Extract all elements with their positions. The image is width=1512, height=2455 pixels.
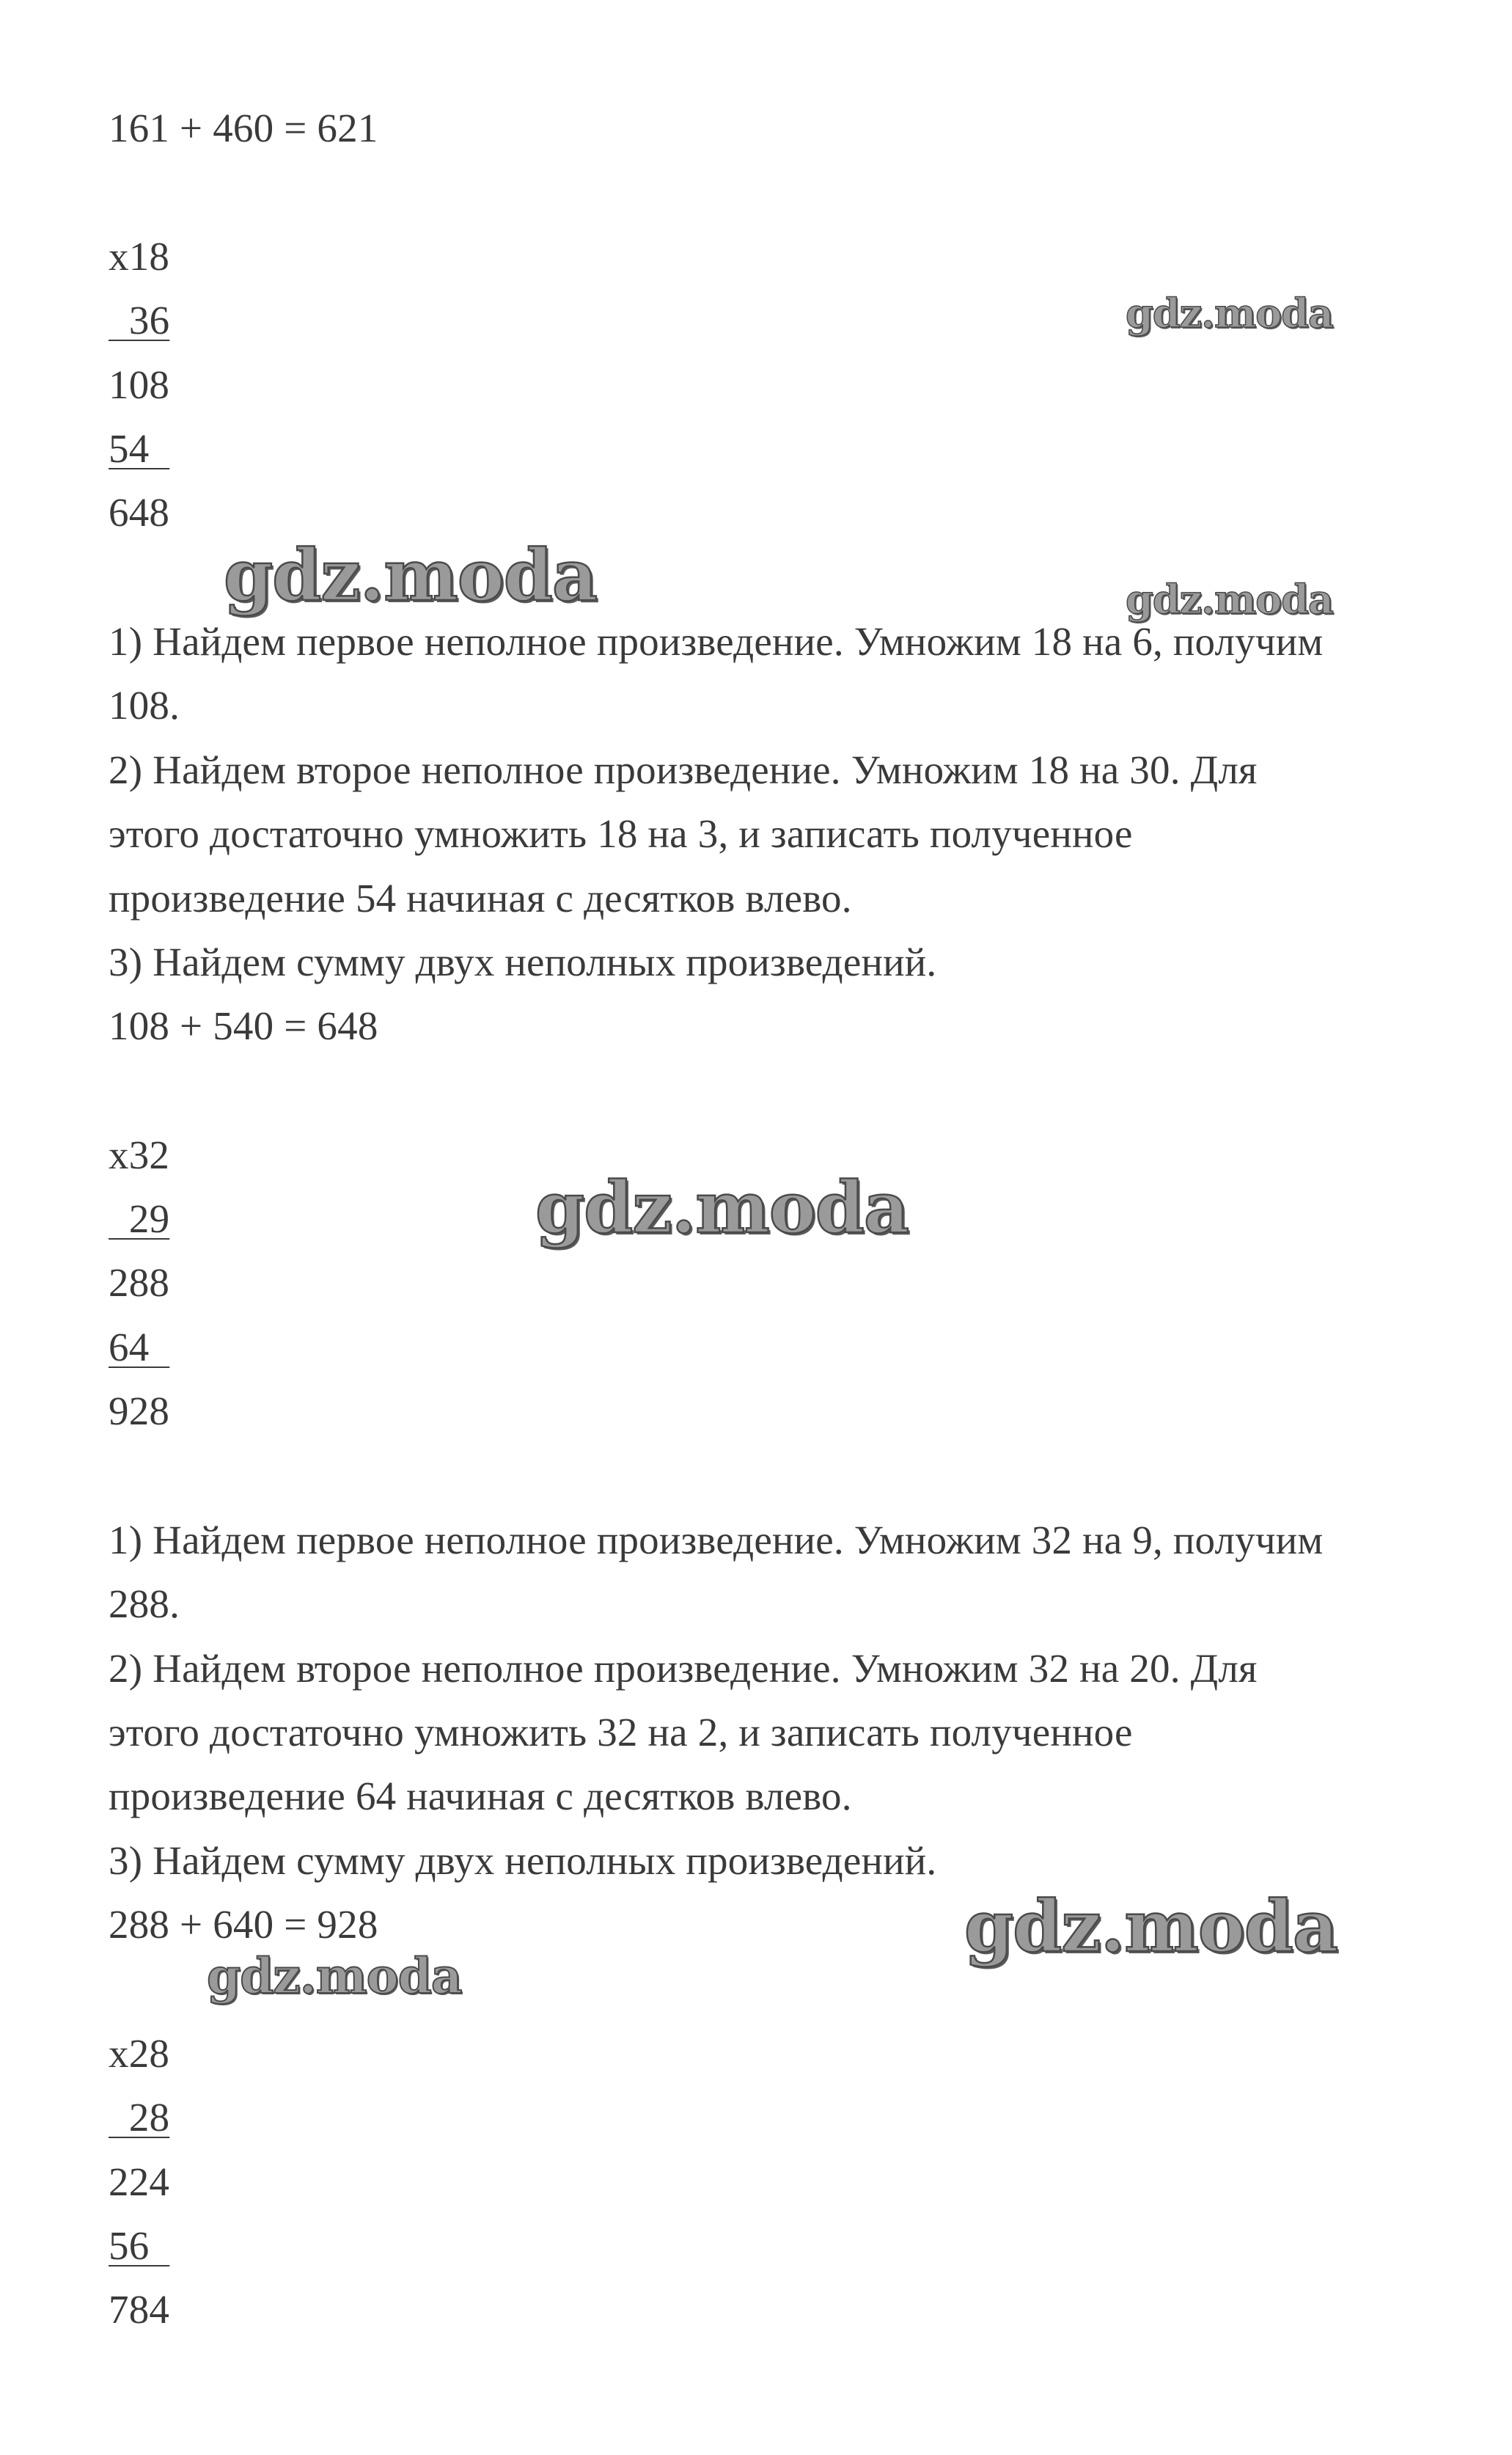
step-text: 3) Найдем сумму двух неполных произведений. [109,940,937,984]
step-text: 2) Найдем второе неполное произведение. Умножим 18 на 30. Для [109,747,1258,792]
step-text: 1) Найдем первое неполное произведение. Умножим 32 на 9, получим [109,1518,1324,1562]
product-result: 784 [109,2287,170,2332]
step-text: 3) Найдем сумму двух неполных произведений. [109,1838,937,1883]
step-text: 1) Найдем первое неполное произведение. Умножим 18 на 6, получим [109,619,1324,664]
watermark: gdz.moda [224,534,598,617]
partial-product-1: 288 [109,1260,170,1305]
multiplicand: x28 [109,2031,170,2076]
partial-product-2: 54 [109,426,170,471]
step-text: 288. [109,1581,180,1626]
step-text: этого достаточно умножить 32 на 2, и записать полученное [109,1710,1133,1755]
sum-equation: 288 + 640 = 928 [109,1902,378,1947]
watermark: gdz.moda [535,1166,909,1249]
partial-product-2: 56 [109,2223,170,2268]
step-text: произведение 64 начиная с десятков влево. [109,1774,852,1818]
multiplier: 29 [109,1196,170,1241]
watermark: gdz.moda [1126,290,1333,337]
multiplier: 36 [109,298,170,343]
watermark: gdz.moda [964,1885,1338,1968]
partial-product-1: 108 [109,362,170,407]
multiplier: 28 [109,2095,170,2140]
step-text: произведение 54 начиная с десятков влево. [109,876,852,921]
step-text: этого достаточно умножить 18 на 3, и записать полученное [109,811,1133,856]
equation-line: 161 + 460 = 621 [109,106,378,150]
product-result: 648 [109,490,170,535]
watermark: gdz.moda [1126,576,1333,623]
partial-product-1: 224 [109,2159,170,2204]
multiplicand: x18 [109,234,170,279]
watermark: gdz.moda [207,1947,462,2005]
sum-equation: 108 + 540 = 648 [109,1003,378,1048]
partial-product-2: 64 [109,1325,170,1369]
multiplicand: x32 [109,1133,170,1177]
step-text: 108. [109,683,180,728]
product-result: 928 [109,1389,170,1433]
step-text: 2) Найдем второе неполное произведение. Умножим 32 на 20. Для [109,1646,1258,1691]
